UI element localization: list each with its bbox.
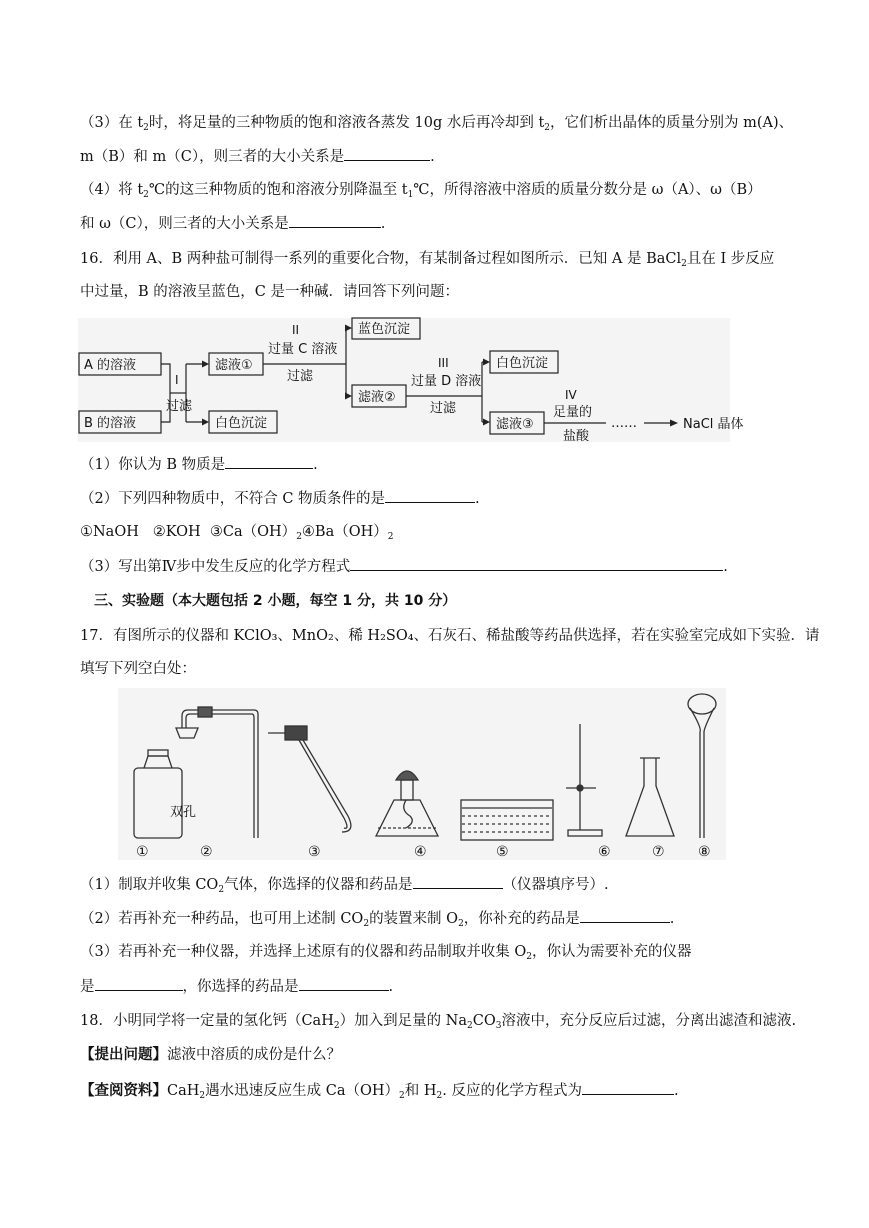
q18-reference: 【查阅资料】CaH$_2$遇水迅速反应生成 $Ca(OH)_2$和 $H_2$. 反应的化学方程式为 . xyxy=(80,1082,679,1101)
apparatus-num-6: ⑥ xyxy=(598,844,611,860)
q17-part3-line1: （3）若再补充一种仪器，并选择上述原有的仪器和药品制取并收集 $O_2$，你认为需要补充的仪器 xyxy=(80,944,692,962)
answer-blank[interactable] xyxy=(350,556,723,571)
answer-blank[interactable] xyxy=(582,1080,674,1095)
label-dots: …… xyxy=(611,416,637,431)
answer-blank[interactable] xyxy=(225,454,313,469)
apparatus-num-4: ④ xyxy=(414,844,427,860)
section-heading: 三、实验题（本大题包括 2 小题，每空 1 分，共 10 分） xyxy=(94,593,457,609)
label-a-solution: A 的溶液 xyxy=(84,358,137,373)
label-step3-op: 过滤 xyxy=(430,401,457,416)
apparatus-num-2: ② xyxy=(200,844,213,860)
q17-stem-line2: 填写下列空白处： xyxy=(80,661,196,677)
q17-part2: （2）若再补充一种药品，也可用上述制 $CO_2$的装置来制 $O_2$，你补充的药品是 . xyxy=(80,908,674,929)
answer-blank[interactable] xyxy=(385,488,475,503)
answer-blank[interactable] xyxy=(289,213,381,228)
q16-part2: （2）下列四种物质中，不符合 C 物质条件的是 . xyxy=(80,488,480,509)
apparatus-num-5: ⑤ xyxy=(496,844,509,860)
q18-stem: 18．小明同学将一定量的氢化钙（CaH$_2$）加入到足量的 $Na_2CO_3$溶液中，充分反应后过滤，分离出滤渣和滤液. xyxy=(80,1013,797,1031)
answer-blank[interactable] xyxy=(413,874,503,889)
q16-options: ①NaOH ②KOH $③Ca(OH)_2④Ba(OH)_2$ xyxy=(80,524,394,542)
label-step4-num: IV xyxy=(565,388,577,402)
q15-part4-line2: 和 ω（C），则三者的大小关系是 . xyxy=(80,213,385,234)
answer-blank[interactable] xyxy=(344,146,430,161)
apparatus-num-7: ⑦ xyxy=(652,844,665,860)
label-blue-ppt: 蓝色沉淀 xyxy=(358,322,411,337)
label-filtrate2: 滤液② xyxy=(358,390,396,405)
label-step4-reagent1: 足量的 xyxy=(553,405,593,420)
q18-question: 【提出问题】滤液中溶质的成份是什么？ xyxy=(80,1046,341,1063)
label-white-ppt1: 白色沉淀 xyxy=(215,416,268,431)
label-b-solution: B 的溶液 xyxy=(84,416,137,431)
label-white-ppt2: 白色沉淀 xyxy=(496,356,549,371)
label-filtrate3: 滤液③ xyxy=(496,417,534,432)
label-step1-num: I xyxy=(175,373,179,387)
q16-part3: （3）写出第Ⅳ步中发生反应的化学方程式 . xyxy=(80,556,728,577)
label-step4-reagent2: 盐酸 xyxy=(563,429,590,444)
label-step2-op: 过滤 xyxy=(287,369,314,384)
q16-stem-line1: 16．利用 A、B 两种盐可制得一系列的重要化合物，有某制备过程如图所示．已知 A 是 BaCl$_2$且在 Ⅰ 步反应 xyxy=(80,251,775,269)
label-step2-reagent: 过量 C 溶液 xyxy=(268,342,338,357)
label-apparatus-2-holes: 双孔 xyxy=(170,805,197,820)
apparatus-num-8: ⑧ xyxy=(698,844,711,860)
q17-apparatus-figure xyxy=(118,688,726,860)
label-step3-num: III xyxy=(438,356,449,370)
q16-part1: （1）你认为 B 物质是 . xyxy=(80,454,318,475)
label-step2-num: II xyxy=(292,323,300,337)
q15-part4-line1: （4）将 $t_2℃$的这三种物质的饱和溶液分别降温至 $t_1℃$，所得溶液中溶质的质量分数分是 ω（A）、ω（B） xyxy=(80,182,762,200)
q16-flow-diagram xyxy=(78,318,744,444)
q15-part3-line2: m（B）和 m（C），则三者的大小关系是 . xyxy=(80,146,435,167)
q17-part3-line2: 是 ，你选择的药品是 . xyxy=(80,976,393,997)
q17-stem-line1: 17．有图所示的仪器和 KClO₃、MnO₂、稀 H₂SO₄、石灰石、稀盐酸等药品供选择，若在实验室完成如下实验．请 xyxy=(80,628,820,644)
label-product: NaCl 晶体 xyxy=(683,417,744,432)
apparatus-num-1: ① xyxy=(136,844,149,860)
q15-part3-line1: （3）在 $t_2$时，将足量的三种物质的饱和溶液各蒸发 10g 水后再冷却到 $t_2$，它们析出晶体的质量分别为 m(A)、 xyxy=(80,115,794,133)
apparatus-num-3: ③ xyxy=(308,844,321,860)
label-filtrate1: 滤液① xyxy=(215,358,253,373)
answer-blank[interactable] xyxy=(95,976,183,991)
answer-blank[interactable] xyxy=(580,908,670,923)
label-step3-reagent: 过量 D 溶液 xyxy=(411,374,482,389)
label-step1-op: 过滤 xyxy=(166,399,193,414)
q17-part1: （1）制取并收集 $CO_2$气体，你选择的仪器和药品是 （仪器填序号）. xyxy=(80,874,609,895)
answer-blank[interactable] xyxy=(299,976,389,991)
q16-stem-line2: 中过量，B 的溶液呈蓝色，C 是一种碱．请回答下列问题： xyxy=(80,284,459,300)
